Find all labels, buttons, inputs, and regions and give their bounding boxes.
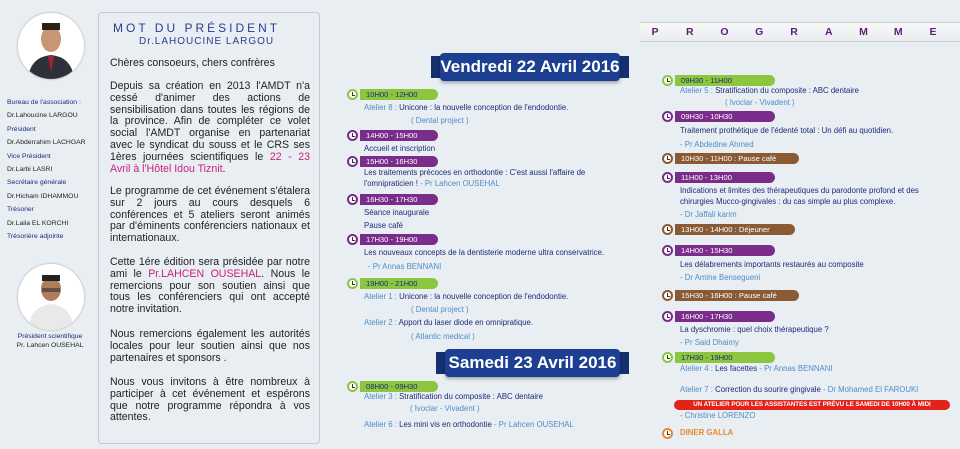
break-pill: 15H30 - 16H00 : Pause café <box>675 290 799 301</box>
clock-icon <box>662 224 673 235</box>
time-pill: 15H00 - 16H30 <box>360 156 438 167</box>
board-role: Trésorière adjointe <box>7 233 64 241</box>
scientific-role: Président scientifique <box>17 333 83 340</box>
session-text: Séance inaugurale <box>364 208 430 217</box>
session-text: l'omnipraticien ! - Pr Lahcen OUSEHAL <box>364 179 500 188</box>
paragraph-2: Le programme de cet événement s'étalera sur 2 jours au cours desquels 6 conférences et 5 ateliers seront animés par d'éminents conférenciers nationaux et internationaux. <box>110 185 310 245</box>
time-pill: 17H30 - 19H00 <box>360 234 438 245</box>
session-sponsor: ( Ivoclar - Vivadent ) <box>725 98 795 107</box>
programme-title-letter: O <box>720 26 729 38</box>
session-speaker: - Dr Jaffali karim <box>680 210 737 219</box>
session-speaker: - Pr Annas BENNANI <box>368 262 442 271</box>
session-text: Atelier 5 : Stratification du composite : ABC dentaire <box>680 86 859 95</box>
time-pill: 16H00 - 17H30 <box>675 311 775 322</box>
board-list <box>7 96 100 243</box>
chair-highlight: Pr.LAHCEN OUSEHAL <box>148 267 262 280</box>
session-text: Atelier 2 : Apport du laser diode en omnipratique. <box>364 318 534 327</box>
session-sponsor: ( Atlantic medical ) <box>411 332 475 341</box>
event-date-highlight: 22 - 23 Avril à l'Hôtel Idou Tiznit <box>110 150 310 175</box>
session-sponsor: ( Dental project ) <box>411 305 469 314</box>
session-text: Atelier 8 : Unicone : la nouvelle conception de l'endodontie. <box>364 103 569 112</box>
board-role: Secrétaire générale <box>7 179 67 187</box>
president-message-panel <box>98 12 320 444</box>
gala-dinner: DINER GALLA <box>680 428 734 437</box>
programme-title-letter: A <box>824 26 833 38</box>
session-text: Indications et limites des thérapeutiques du parodonte profond et des <box>680 186 919 195</box>
board-column <box>0 0 100 449</box>
lunch-pill: 13H00 - 14H00 : Déjeuner <box>675 224 795 235</box>
session-text: Pause café <box>364 221 404 230</box>
clock-icon <box>662 153 673 164</box>
session-speaker: - Dr Amine Bensegueni <box>680 273 761 282</box>
programme-title-letter: M <box>893 26 903 38</box>
clock-icon <box>347 234 358 245</box>
board-member: Dr.Abderrahim LACHGAR <box>7 139 86 147</box>
session-text: Atelier 1 : Unicone : la nouvelle conception de l'endodontie. <box>364 292 569 301</box>
time-pill: 08H00 - 09H30 <box>360 381 438 392</box>
session-text: La dyschromie : quel choix thérapeutique ? <box>680 325 829 334</box>
session-text: Atelier 3 : Stratification du composite : ABC dentaire <box>364 392 543 401</box>
scientific-president-photo <box>18 264 84 330</box>
board-member: Dr.Lahoucine LARGOU <box>7 112 78 120</box>
day1-ribbon: Vendredi 22 Avril 2016 <box>440 53 620 81</box>
board-member: Dr.Larbi LASRI <box>7 166 53 174</box>
clock-icon <box>347 130 358 141</box>
session-sponsor: ( Ivoclar - Vivadent ) <box>410 404 480 413</box>
session-speaker: - Christine LORENZO <box>680 411 756 420</box>
programme-title-letter: P <box>651 26 659 38</box>
break-pill: 10H30 - 11H00 : Pause café <box>675 153 799 164</box>
clock-icon <box>347 194 358 205</box>
session-text: chirurgies Mucco-gingivales : du cas simple au plus complexe. <box>680 197 896 206</box>
programme-title-letter: E <box>929 26 937 38</box>
paragraph-3: Cette 1ére édition sera présidée par notre ami le Pr.LAHCEN OUSEHAL. Nous le remercions pour son soutien ainsi que tous les conférenciers qui ont accepté notre invitation. <box>110 256 310 316</box>
president-name: Dr.LAHOUCINE LARGOU <box>139 36 275 47</box>
clock-icon <box>662 172 673 183</box>
scientific-president <box>2 332 98 350</box>
time-pill: 09H30 - 10H30 <box>675 111 775 122</box>
session-text: Les délabrements importants restaurés au composite <box>680 260 864 269</box>
day2-ribbon: Samedi 23 Avril 2016 <box>445 349 620 377</box>
time-pill: 14H00 - 15H30 <box>675 245 775 256</box>
clock-icon <box>347 381 358 392</box>
board-role: Président <box>7 125 36 133</box>
time-pill: 09H30 - 11H00 <box>675 75 775 86</box>
paragraph-4: Nous remercions également les autorités locales pour leur soutien ainsi que nos partenaires et sponsors . <box>110 328 310 364</box>
board-member: Dr.Hicham IDHAMMOU <box>7 192 79 200</box>
session-speaker: - Pr Abdedine Ahmed <box>680 140 754 149</box>
clock-icon <box>662 428 673 439</box>
programme-title-letter: M <box>859 26 868 38</box>
message-title: MOT DU PRÉSIDENT <box>113 21 281 35</box>
time-pill: 17H30 - 19H00 <box>675 352 775 363</box>
clock-icon <box>662 311 673 322</box>
time-pill: 14H00 - 15H00 <box>360 130 438 141</box>
board-member: Dr.Laila EL KORCHI <box>7 219 69 227</box>
greeting: Chères consoeurs, chers confrères <box>110 57 275 69</box>
time-pill: 16H30 - 17H30 <box>360 194 438 205</box>
clock-icon <box>662 75 673 86</box>
paragraph-1: Depuis sa création en 2013 l'AMDT n'a cessé d'animer des actions de sensibilisation dans toutes les régions de la province. Afin de compléter ce volet social l'AMDT organise en partenariat avec le syndicat du souss et le CRS ses 1ères journées scientifiques le 22 - 23 Avril à l'Hôtel Idou Tiznit. <box>110 80 310 175</box>
board-role: Trésorier <box>7 206 34 214</box>
time-pill: 10H00 - 12H00 <box>360 89 438 100</box>
clock-icon <box>662 111 673 122</box>
time-pill: 19H00 - 21H00 <box>360 278 438 289</box>
programme-title-letter: R <box>790 26 798 38</box>
session-sponsor: ( Dental project ) <box>411 116 469 125</box>
president-photo <box>18 13 84 79</box>
session-text: Atelier 4 : Les facettes - Pr Annas BENNANI <box>680 364 833 373</box>
assistants-notice: UN ATELIER POUR LES ASSISTANTES EST PRÉVU LE SAMEDI DE 10H00 À MIDI <box>674 400 950 410</box>
clock-icon <box>662 245 673 256</box>
session-speaker: - Pr Said Dhaimy <box>680 338 739 347</box>
session-text: Traitement prothétique de l'édenté total : Un défi au quotidien. <box>680 126 894 135</box>
clock-icon <box>347 89 358 100</box>
board-role: Bureau de l'association : <box>7 99 81 106</box>
clock-icon <box>347 156 358 167</box>
session-text: Les nouveaux concepts de la dentisterie moderne ultra conservatrice. <box>364 248 605 257</box>
time-pill: 11H00 - 13H00 <box>675 172 775 183</box>
board-role: Vice Président <box>7 152 51 160</box>
paragraph-5: Nous vous invitons à être nombreux à participer à cet événement et espérons que notre programme répondra à vos attentes. <box>110 376 310 424</box>
clock-icon <box>662 290 673 301</box>
clock-icon <box>347 278 358 289</box>
session-text: Atelier 7 : Correction du sourire gingivale - Dr Mohamed El FAROUKI <box>680 385 919 394</box>
session-text: Accueil et inscription <box>364 144 436 153</box>
clock-icon <box>662 352 673 363</box>
programme-title-letter: R <box>685 26 694 38</box>
session-text: Atelier 6 : Les mini vis en orthodontie - Pr Lahcen OUSEHAL <box>364 420 574 429</box>
programme-title-letter: G <box>755 26 764 38</box>
scientific-name: Pr. Lahcen OUSEHAL <box>16 342 84 349</box>
programme-title <box>640 22 960 42</box>
session-text: Les traitements précoces en orthodontie : C'est aussi l'affaire de <box>364 168 586 177</box>
